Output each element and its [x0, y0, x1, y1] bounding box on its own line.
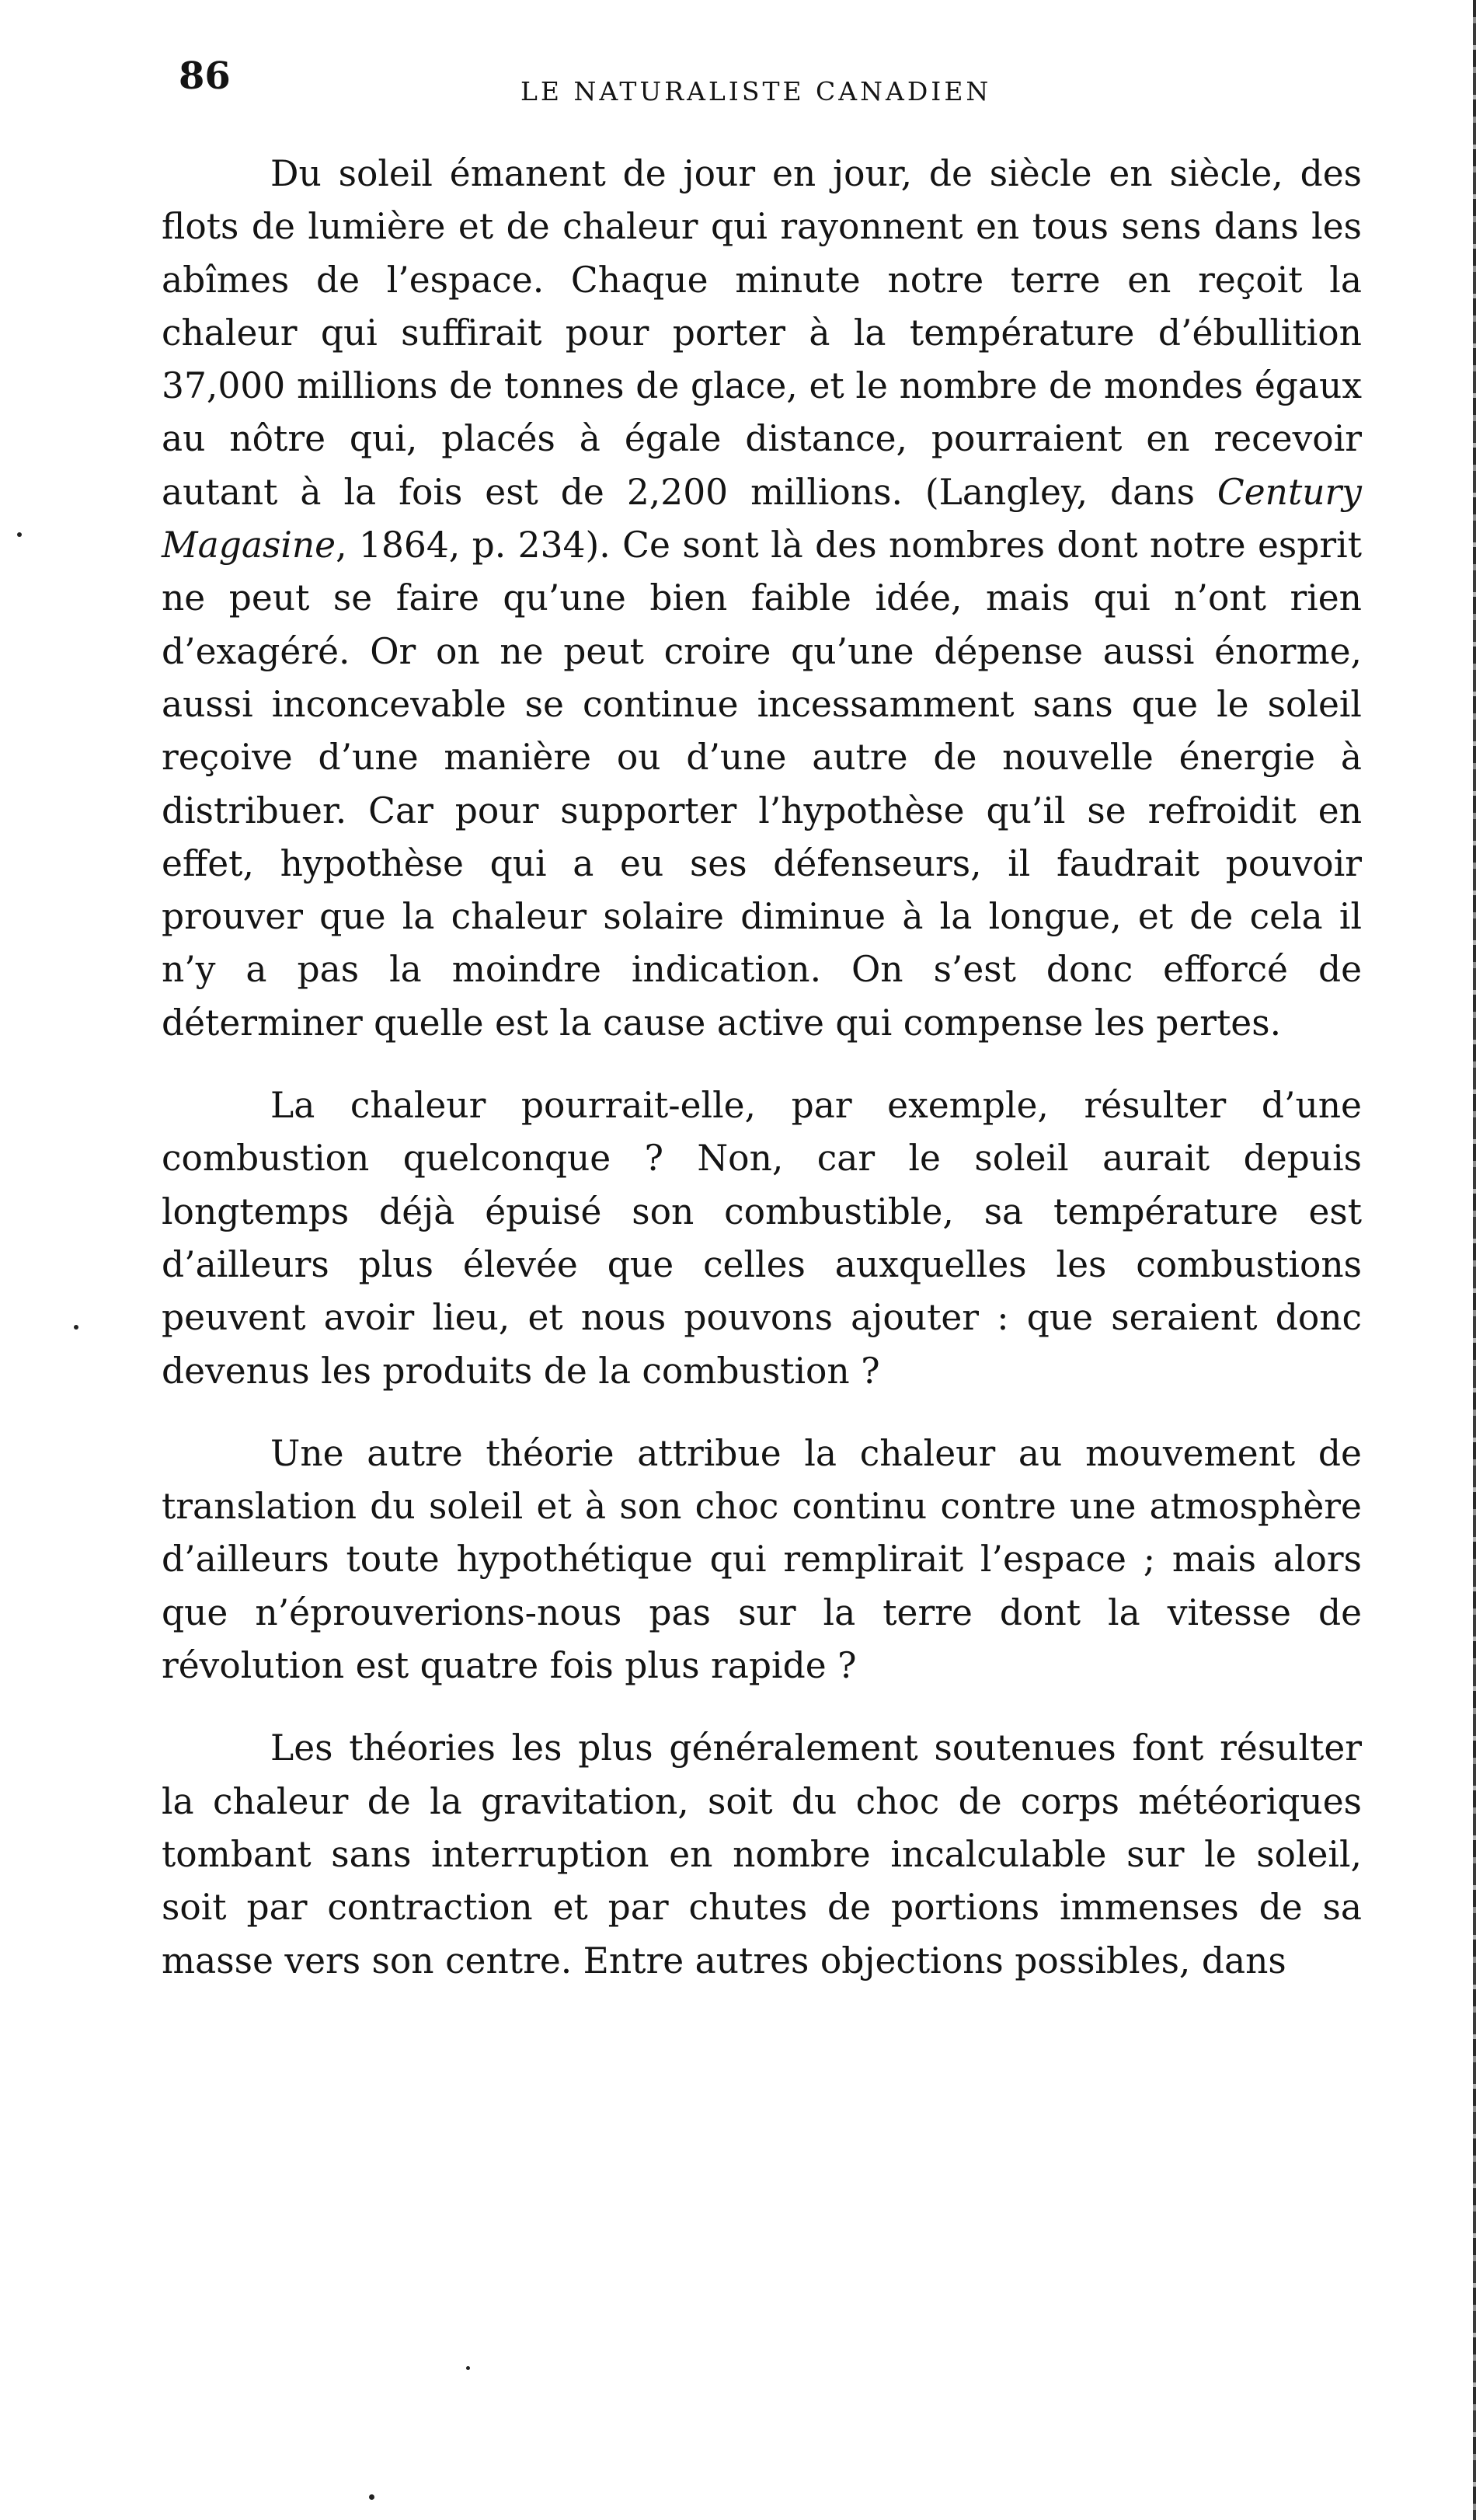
dust-speck — [17, 532, 22, 537]
paragraph-text: Du soleil émanent de jour en jour, de siècle en siècle, des flots de lumière et de chaleur qui rayonnent en tous sens dans les abîmes de l’espace. Chaque minute notre terre en reçoit la chaleur qui suffirait pour porter à la température d’ébullition 37,000 millions de tonnes de glace, et le nombre de mondes égaux au nôtre qui, placés à égale distance, pourraient en recevoir autant à la fois est de 2,200 millions. (Langley, dans — [162, 153, 1362, 513]
dust-speck — [74, 1325, 78, 1330]
magazine-title: Century Magasine — [162, 471, 1362, 566]
running-title: LE NATURALISTE CANADIEN — [520, 76, 992, 106]
page-edge-shadow — [1473, 0, 1476, 2520]
paragraph: La chaleur pourrait-elle, par exemple, résulter d’une combustion quelconque ? Non, car le soleil aurait depuis longtemps déjà épuisé son combustible, sa température est d’ailleurs plus élevée que celles auxquelles les combustions peuvent avoir lieu, et nous pouvons ajouter : que seraient donc devenus les produits de la combustion ? — [162, 1085, 1362, 1392]
page-header — [179, 54, 1367, 117]
dust-speck — [369, 2494, 374, 2500]
paragraph — [162, 148, 1362, 1050]
dust-speck — [466, 2366, 470, 2370]
paragraph-text: , 1864, p. 234). Ce sont là des nombres dont notre esprit ne peut se faire qu’une bien faible idée, mais qui n’ont rien d’exagéré. Or on ne peut croire qu’une dépense aussi énorme, aussi inconcevable se continue incessamment sans que le soleil reçoive d’une manière ou d’une autre de nouvelle énergie à distribuer. Car pour supporter l’hypothèse qu’il se refroidit en effet, hypothèse qui a eu ses défenseurs, il faudrait pouvoir prouver que la chaleur solaire diminue à la longue, et de cela il n’y a pas la moindre indication. On s’est donc efforcé de déterminer quelle est la cause active qui compense les pertes. — [162, 525, 1362, 1044]
page-number: 86 — [179, 54, 231, 98]
body-text — [162, 148, 1362, 2017]
paragraph: Une autre théorie attribue la chaleur au mouvement de translation du soleil et à son choc continu contre une atmosphère d’ailleurs toute hypothétique qui remplirait l’espace ; mais alors que n’éprouverions-nous pas sur la terre dont la vitesse de révolution est quatre fois plus rapide ? — [162, 1432, 1362, 1687]
paragraph: Les théories les plus généralement soutenues font résulter la chaleur de la gravitation, soit du choc de corps météoriques tombant sans interruption en nombre incalculable sur le soleil, soit par contraction et par chutes de portions immenses de sa masse vers son centre. Entre autres objections possibles, dans — [162, 1727, 1362, 1981]
